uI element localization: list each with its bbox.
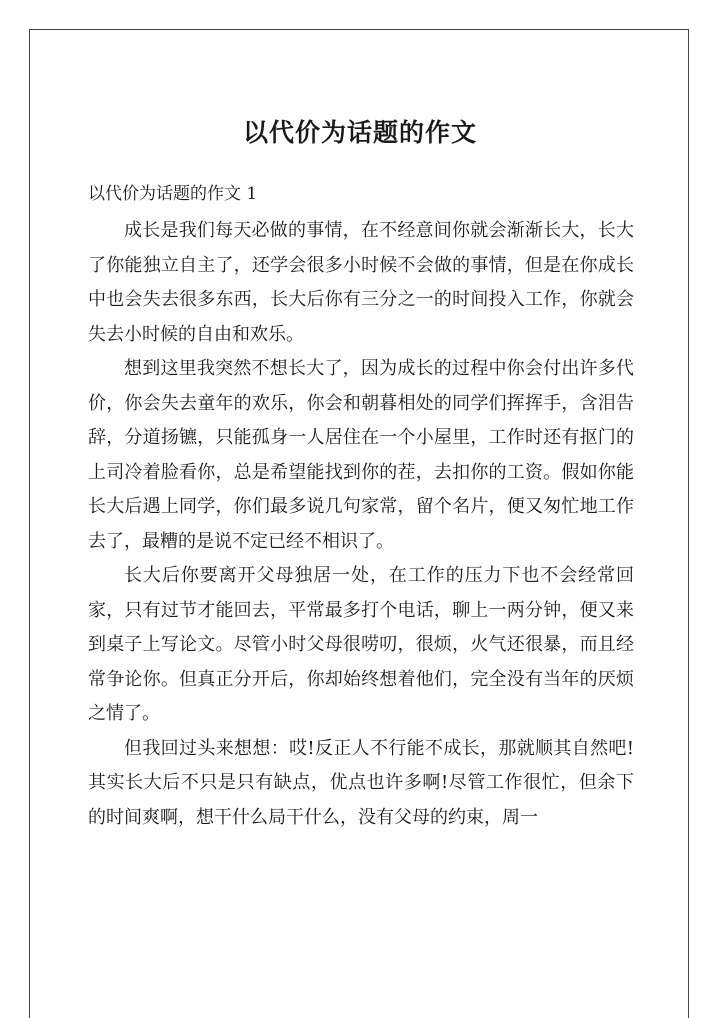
paragraph-1: 成长是我们每天必做的事情，在不经意间你就会渐渐长大，长大了你能独立自主了，还学会很多小时候不会做的事情，但是在你成长中也会失去很多东西，长大后你有三分之一的时间投入工作，你就会失去小时候的自由和欢乐。	[88, 220, 634, 345]
paragraph-4: 但我回过头来想想：哎!反正人不行能不成长，那就顺其自然吧!其实长大后不只是只有缺点，优点也许多啊!尽管工作很忙，但余下的时间爽啊，想干什么局干什么，没有父母的约束，周一	[88, 737, 634, 828]
document-title: 以代价为话题的作文	[242, 118, 477, 147]
paragraph-2: 想到这里我突然不想长大了，因为成长的过程中你会付出许多代价，你会失去童年的欢乐，你会和朝暮相处的同学们挥挥手，含泪告辞，分道扬镳，只能孤身一人居住在一个小屋里，工作时还有抠门的上司冷着脸看你，总是希望能找到你的茬，去扣你的工资。假如你能长大后遇上同学，你们最多说几句家常，留个名片，便又匆忙地工作去了，最糟的是说不定已经不相识了。	[88, 358, 634, 552]
essay-body	[88, 214, 634, 835]
paragraph-3: 长大后你要离开父母独居一处，在工作的压力下也不会经常回家，只有过节才能回去，平常最多打个电话，聊上一两分钟，便又来到桌子上写论文。尽管小时父母很唠叨，很烦，火气还很暴，而且经常争论你。但真正分开后，你却始终想着他们，完全没有当年的厌烦之情了。	[88, 565, 634, 724]
essay-heading: 以代价为话题的作文 1	[88, 184, 258, 204]
